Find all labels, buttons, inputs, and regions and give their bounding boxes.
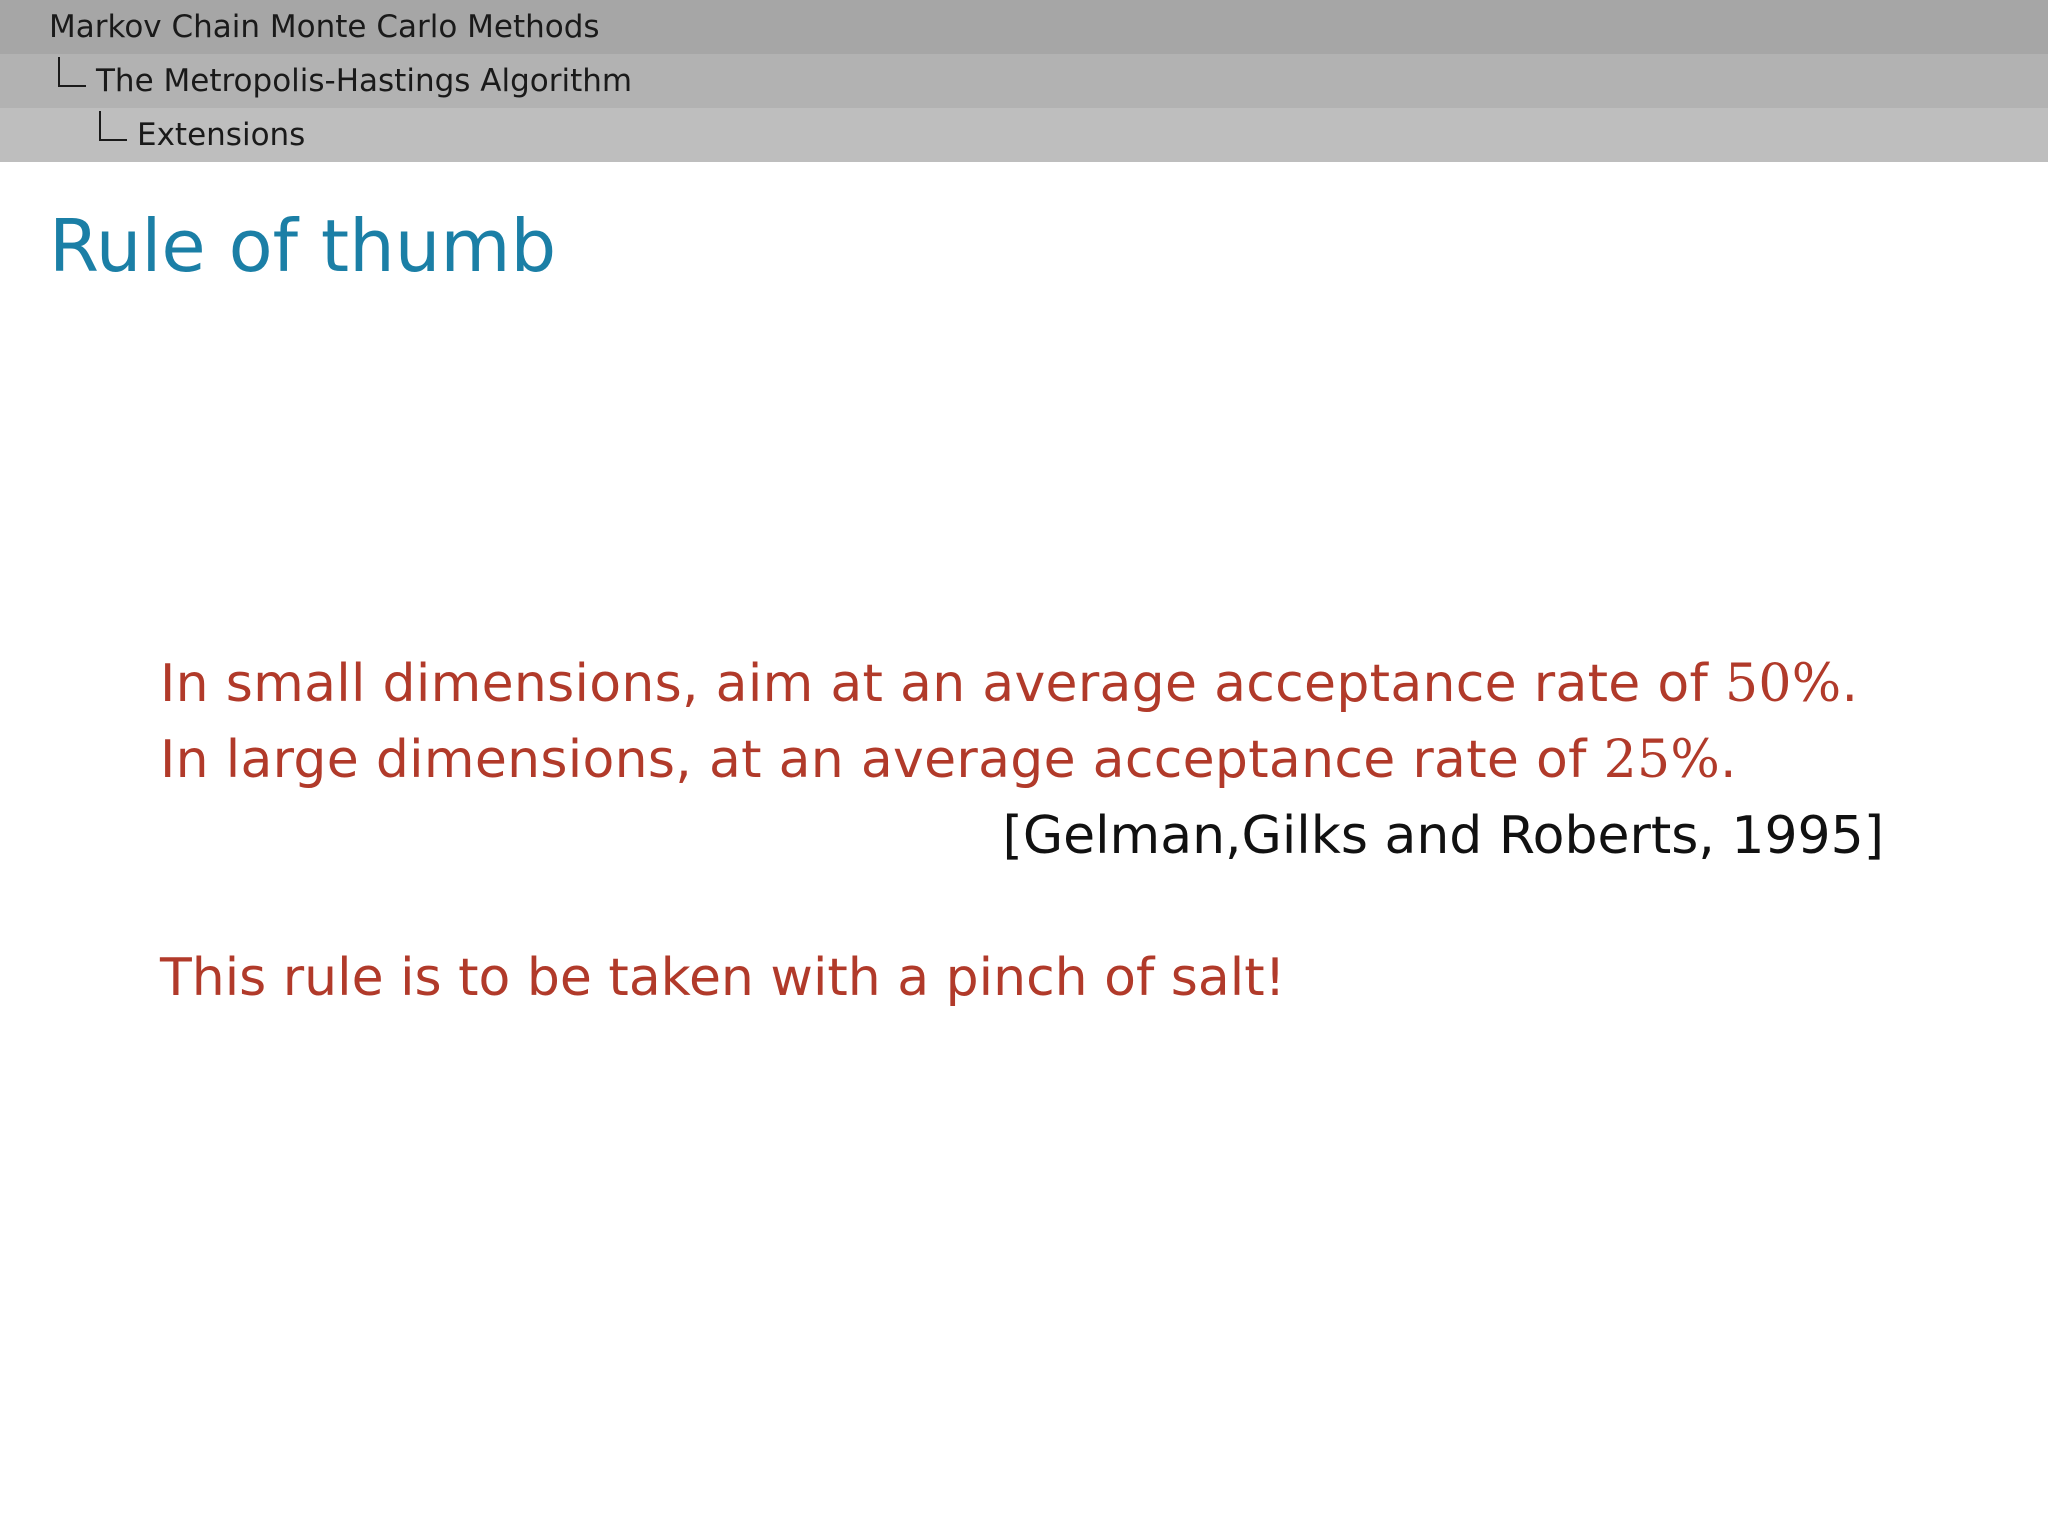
section-label: Markov Chain Monte Carlo Methods <box>49 9 600 45</box>
tree-corner-icon <box>58 57 86 87</box>
rule-text-part-2: . In large dimensions, at an average acceptance rate of <box>160 654 1859 790</box>
headline-section <box>0 0 2048 54</box>
subsection-label: The Metropolis-Hastings Algorithm <box>96 63 633 99</box>
subsubsection-label: Extensions <box>137 117 306 153</box>
citation: [Gelman,Gilks and Roberts, 1995] <box>1002 806 1884 866</box>
rule-text-part-3: . <box>1720 730 1737 790</box>
tree-corner-icon <box>99 111 127 141</box>
rate-value-small: 50% <box>1724 654 1842 714</box>
frame-title: Rule of thumb <box>49 204 557 288</box>
rule-text-part-1: In small dimensions, aim at an average acceptance rate of <box>160 654 1725 714</box>
rate-value-large: 25% <box>1603 730 1721 790</box>
remark-text: This rule is to be taken with a pinch of salt! <box>160 948 1286 1008</box>
slide-body <box>160 646 1884 1016</box>
rule-statement <box>160 646 1884 798</box>
headline-navigation <box>0 0 2048 162</box>
headline-subsubsection <box>0 108 2048 162</box>
headline-subsection <box>0 54 2048 108</box>
